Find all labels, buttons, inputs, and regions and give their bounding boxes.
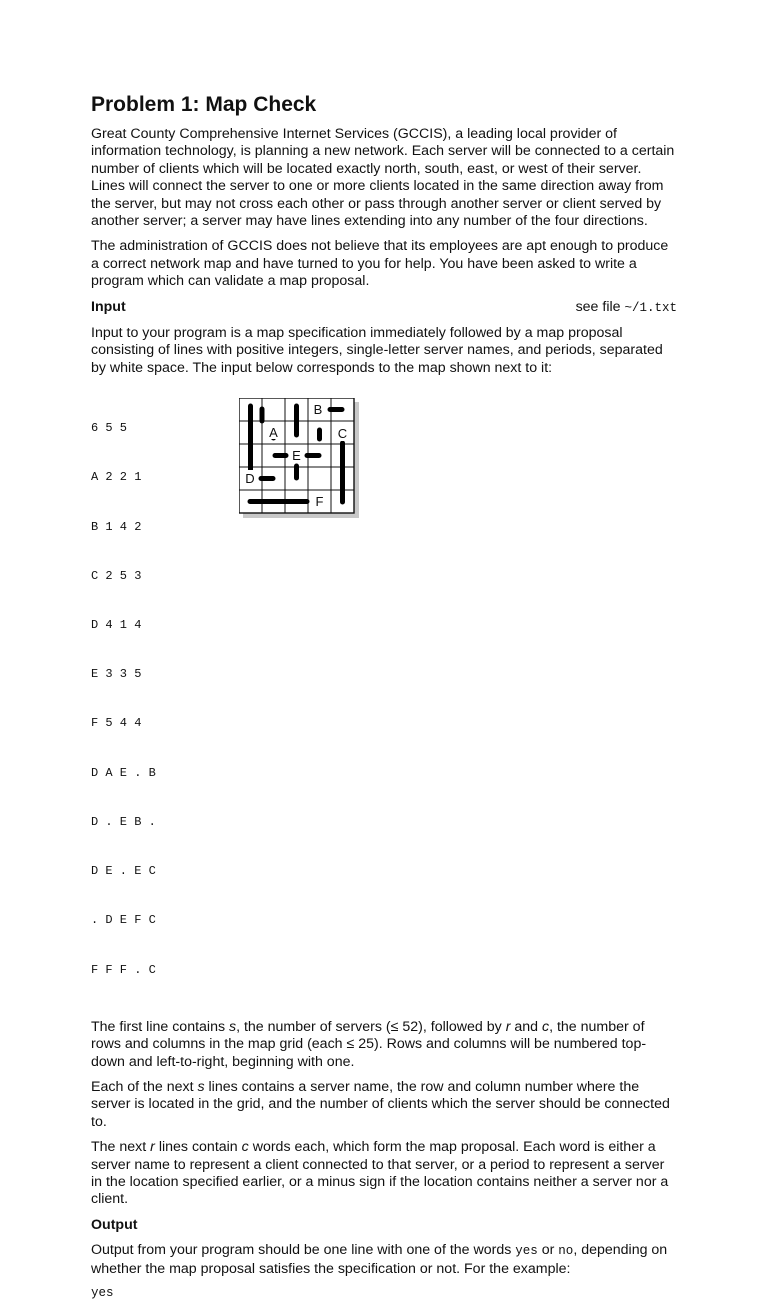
input-file-reference [576, 299, 677, 317]
code-line: D E . E C [91, 864, 156, 879]
var-c: c [241, 1139, 249, 1156]
code-line: F 5 4 4 [91, 716, 142, 731]
code-line: E 3 3 5 [91, 667, 142, 682]
code-line: D 4 1 4 [91, 617, 142, 632]
server-lines-paragraph: Each of the next s lines contains a server name, the row and column number where the server is located in the grid, and the number of clients which the server should be connected to. [91, 1078, 670, 1130]
intro-paragraph: Great County Comprehensive Internet Services (GCCIS), a leading local provider of information technology, is planning a new network. Each server will be connected to a certain number of clients which will be located exactly north, south, east, or west of their server. Lines will connect the server to one or more clients located in the same direction away from the server, but may not cross each other or pass through another server or client served by another server; a server may have lines extending into any number of the four directions. [91, 126, 675, 230]
code-line: D A E . B [91, 765, 156, 780]
problem-page [91, 92, 677, 1300]
output-section-header [91, 1217, 677, 1234]
code-line: 6 5 5 [91, 421, 128, 436]
output-description: Output from your program should be one line with one of the words yes or no, depending on whether the map proposal satisfies the specification or not. For the example: [91, 1242, 668, 1277]
var-r: r [505, 1018, 511, 1035]
admin-paragraph: The administration of GCCIS does not believe that its employees are apt enough to produce a correct network map and have turned to you for help. You have been asked to write a program which can validate a map proposal. [91, 238, 669, 290]
word-no: no [558, 1244, 574, 1259]
code-line: A 2 2 1 [91, 470, 142, 485]
example-output: yes [91, 1286, 114, 1300]
server-label-d: D [245, 471, 255, 487]
var-r: r [150, 1139, 155, 1156]
server-label-e: E [292, 448, 301, 464]
var-s: s [229, 1018, 237, 1035]
first-line-paragraph: The first line contains s, the number of servers (≤ 52), followed by r and c, the number of rows and columns in the map grid (each ≤ 25). Rows and columns will be numbered top-down and left-to-right, beginning with one. [91, 1018, 647, 1070]
input-description: Input to your program is a map specification immediately followed by a map proposal consisting of lines with positive integers, single-letter server names, and periods, separated by white space. The input below corresponds to the map shown next to it: [91, 325, 663, 376]
code-line: D . E B . [91, 814, 156, 829]
see-file-label: see file [575, 298, 621, 315]
network-map-figure [239, 398, 361, 520]
server-label-c: C [337, 426, 348, 442]
input-file-name: ~/1.txt [624, 300, 677, 315]
code-line: F F F . C [91, 962, 156, 977]
example-input-code [91, 387, 239, 1010]
problem-title: Problem 1: Map Check [91, 93, 317, 116]
var-s: s [197, 1078, 205, 1095]
code-line: C 2 5 3 [91, 568, 142, 583]
server-label-f: F [315, 494, 324, 510]
input-section-header [91, 299, 677, 317]
server-label-b: B [313, 402, 323, 418]
proposal-lines-paragraph: The next r lines contain c words each, which form the map proposal. Each word is either a server name to represent a client connected to that server, or a period to represent a server in the location specified earlier, or a minus sign if the location contains neither a server nor a client. [91, 1139, 669, 1208]
var-c: c [541, 1018, 550, 1035]
example-block [91, 385, 677, 1010]
code-line: B 1 4 2 [91, 519, 142, 534]
server-label-a: A [269, 425, 278, 441]
output-heading: Output [91, 1216, 138, 1233]
word-yes: yes [515, 1244, 538, 1259]
code-line: . D E F C [91, 913, 156, 928]
input-heading: Input [91, 298, 126, 315]
network-map-grid [239, 398, 361, 520]
